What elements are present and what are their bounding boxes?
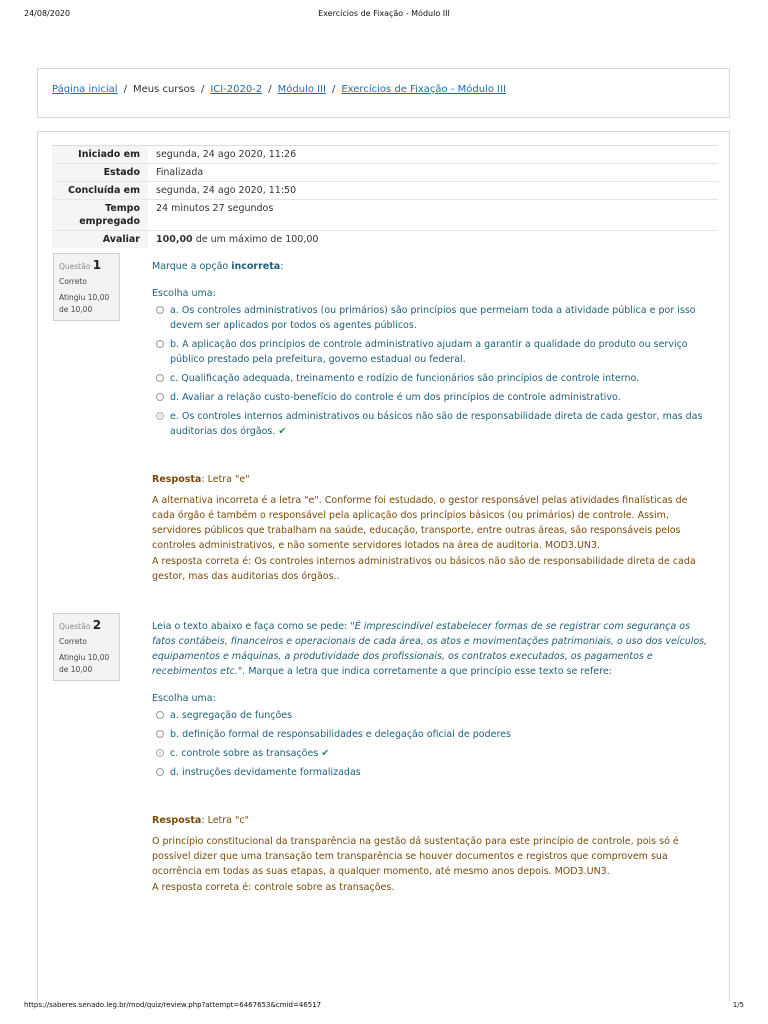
summary-value <box>148 231 326 248</box>
correct-answer-text: A resposta correta é: controle sobre as transações. <box>152 882 395 893</box>
option-text: b. definição formal de responsabilidades e delegação oficial de poderes <box>170 729 511 740</box>
choose-label: Escolha uma: <box>152 693 216 704</box>
option-text: d. instruções devidamente formalizadas <box>170 767 361 778</box>
question-number: Questão 1 <box>59 258 102 272</box>
question-prompt: Marque a opção incorreta: <box>152 261 284 272</box>
print-title: Exercícios de Fixação - Módulo III <box>318 9 450 18</box>
summary-row <box>52 145 718 163</box>
answer-option[interactable] <box>152 390 712 405</box>
answer-option[interactable] <box>152 371 712 386</box>
print-date: 24/08/2020 <box>24 9 71 18</box>
question-grade: Atingiu 10,00 de 10,00 <box>59 653 110 674</box>
summary-row <box>52 163 718 181</box>
summary-value: segunda, 24 ago 2020, 11:50 <box>156 185 297 196</box>
breadcrumb-separator: / <box>123 84 127 95</box>
answer-option-selected[interactable] <box>152 746 712 761</box>
feedback-text: O princípio constitucional da transparência na gestão dá sustentação para este princípio de controle, pois só é possível dizer que uma transação tem transparência se houver documentos e registros que comprovem sua ocorrência em todas as suas etapas, a qualquer momento, até mesmo anos depois. MOD3.UN3. <box>152 836 679 877</box>
option-text: d. Avaliar a relação custo-benefício do controle é um dos princípios de controle administrativo. <box>170 392 621 403</box>
radio-button[interactable] <box>156 711 164 719</box>
question-content-1 <box>152 259 712 439</box>
print-footer <box>0 1001 768 1015</box>
answer-option[interactable] <box>152 765 712 780</box>
print-url: https://saberes.senado.leg.br/mod/quiz/review.php?attempt=6467653&cmid=46517 <box>24 1001 322 1009</box>
feedback-answer: Resposta: Letra "e" <box>152 474 250 485</box>
choose-label: Escolha uma: <box>152 288 216 299</box>
option-text: b. A aplicação dos princípios de controle administrativo ajudam a garantir a qualidade do produto ou serviço público prestado pela prefeitura, governo estadual ou federal. <box>170 339 688 365</box>
print-page-number: 1/5 <box>732 1001 744 1009</box>
breadcrumb-panel <box>37 68 730 118</box>
correct-answer-text: A resposta correta é: Os controles internos administrativos ou básicos não são de responsabilidade direta de cada gestor, mas das auditorias dos órgãos.. <box>152 556 696 582</box>
quiz-review-panel <box>37 131 730 1001</box>
summary-row <box>52 181 718 199</box>
breadcrumb-course-link[interactable]: ICI-2020-2 <box>210 84 263 95</box>
summary-label: Estado <box>52 164 148 181</box>
breadcrumb-home-link[interactable]: Página inicial <box>52 84 118 95</box>
radio-button[interactable] <box>156 730 164 738</box>
radio-button[interactable] <box>156 374 164 382</box>
summary-label: Iniciado em <box>52 146 148 163</box>
question-feedback-1 <box>152 472 712 584</box>
correct-check-icon: ✔ <box>278 426 287 437</box>
question-status: Correto <box>59 277 87 286</box>
question-content-2 <box>152 619 712 780</box>
correct-check-icon: ✔ <box>321 748 330 759</box>
option-text: a. Os controles administrativos (ou primários) são princípios que permeiam toda a atividade pública e por isso devem ser aplicados por todos os agentes públicos. <box>170 305 696 331</box>
answer-option-selected[interactable] <box>152 409 712 439</box>
summary-value: segunda, 24 ago 2020, 11:26 <box>156 149 297 160</box>
answer-option[interactable] <box>152 303 712 333</box>
breadcrumb-separator: / <box>200 84 205 95</box>
summary-label: Concluída em <box>52 182 148 199</box>
summary-label: Tempo empregado <box>52 200 148 230</box>
question-grade: Atingiu 10,00 de 10,00 <box>59 293 110 314</box>
grade-max: de um máximo de 100,00 <box>192 234 319 245</box>
option-text: c. Qualificação adequada, treinamento e rodízio de funcionários são princípios de controle interno. <box>170 373 640 384</box>
feedback-text: A alternativa incorreta é a letra "e". Conforme foi estudado, o gestor responsável pelas atividades finalísticas de cada órgão é também o responsável pela aplicação dos princípios básicos (ou primários) de controle. Assim, servidores públicos que trabalham na saúde, educação, transporte, entre outras áreas, são responsáveis pelos controles administrativos, e não somente servidores lotados na área de auditoria. MOD3.UN3. <box>152 495 688 551</box>
question-status: Correto <box>59 637 87 646</box>
answer-option[interactable] <box>152 337 712 367</box>
radio-button[interactable] <box>156 768 164 776</box>
question-number: Questão 2 <box>59 618 102 632</box>
summary-label: Avaliar <box>52 231 148 248</box>
summary-value: Finalizada <box>156 167 204 178</box>
breadcrumb-my-courses: Meus cursos <box>132 84 195 95</box>
summary-row <box>52 199 718 230</box>
question-info-2 <box>53 613 120 681</box>
option-text: a. segregação de funções <box>170 710 293 721</box>
summary-row <box>52 230 718 248</box>
grade-value: 100,00 <box>156 234 193 245</box>
print-header <box>0 9 768 23</box>
breadcrumb-separator: / <box>331 84 336 95</box>
feedback-answer: Resposta: Letra "c" <box>152 815 249 826</box>
summary-value: 24 minutos 27 segundos <box>156 203 274 214</box>
breadcrumb-separator: / <box>268 84 272 95</box>
breadcrumb <box>52 84 506 95</box>
breadcrumb-quiz-link[interactable]: Exercícios de Fixação - Módulo III <box>341 84 506 95</box>
radio-button[interactable] <box>156 393 164 401</box>
attempt-summary-table <box>52 145 718 248</box>
question-feedback-2 <box>152 813 712 895</box>
radio-button[interactable] <box>156 340 164 348</box>
radio-button-selected[interactable] <box>156 412 164 420</box>
radio-button-selected[interactable] <box>156 749 164 757</box>
radio-button[interactable] <box>156 306 164 314</box>
breadcrumb-module-link[interactable]: Módulo III <box>277 84 326 95</box>
option-text: e. Os controles internos administrativos ou básicos não são de responsabilidade direta de cada gestor, mas das auditorias dos órgãos. ✔ <box>170 411 703 437</box>
question-info-1 <box>53 253 120 321</box>
answer-option[interactable] <box>152 727 712 742</box>
option-text: c. controle sobre as transações ✔ <box>170 748 330 759</box>
question-prompt: Leia o texto abaixo e faça como se pede: "É imprescindível estabelecer formas de se registrar com segurança os fatos contábeis, financeiros e operacionais de cada área, os atos e movimentações patrimoniais, o uso dos veículos, equipamentos e máquinas, a produtividade dos profissionais, os contratos executados, os pagamentos e recebimentos etc.". Marque a letra que indica corretamente a que princípio esse texto se refere: <box>152 621 708 677</box>
answer-option[interactable] <box>152 708 712 723</box>
